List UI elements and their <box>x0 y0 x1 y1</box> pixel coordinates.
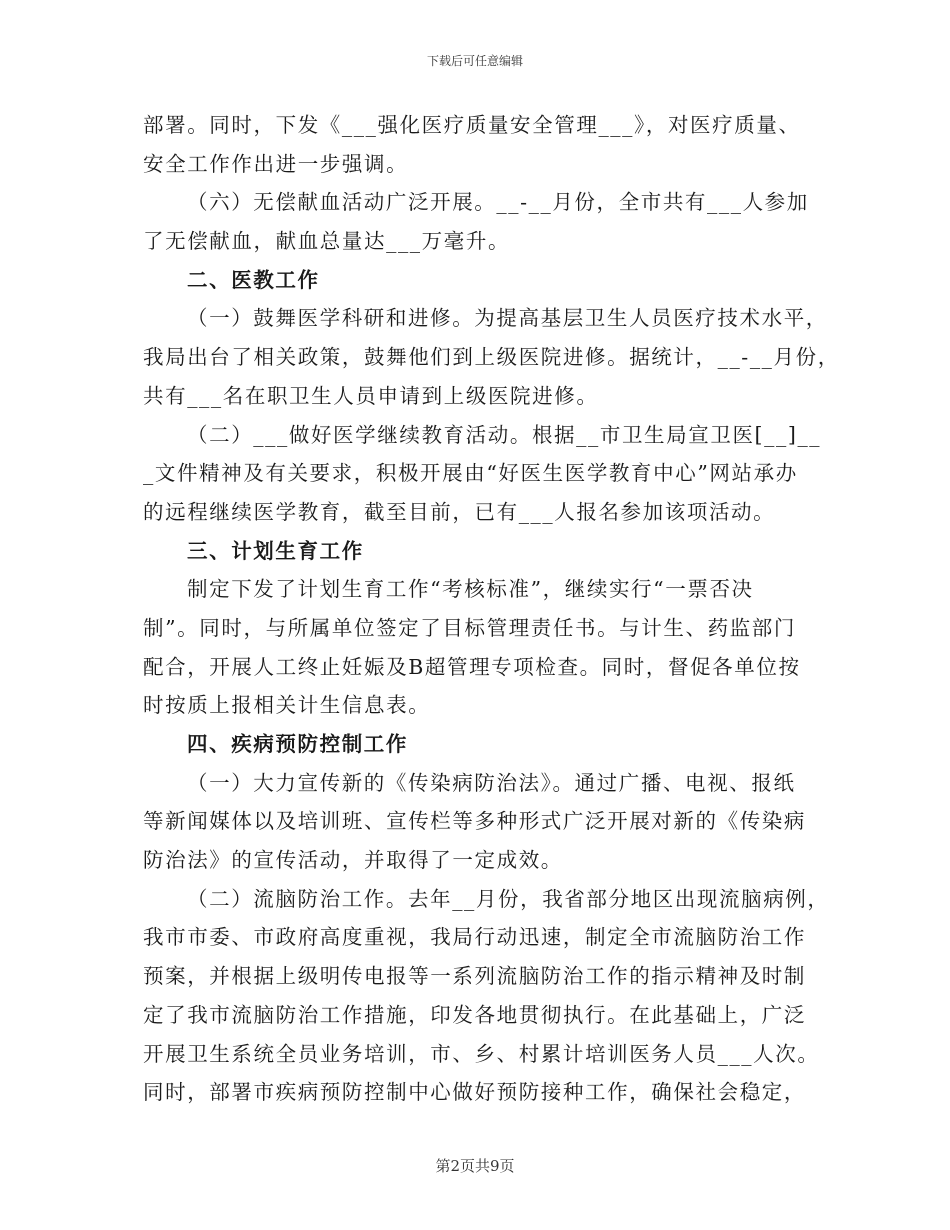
document-body <box>143 106 840 1112</box>
paragraph-line: （二）流脑防治工作。去年__月份，我省部分地区出现流脑病例， <box>187 886 830 911</box>
page-footer: 第2页共9页 <box>435 1157 515 1175</box>
paragraph-line: _文件精神及有关要求，积极开展由“好医生医学教育中心”网站承办 <box>143 461 798 486</box>
paragraph-line: 防治法》的宣传活动，并取得了一定成效。 <box>143 848 563 873</box>
paragraph-line: （六）无偿献血活动广泛开展。__-__月份，全市共有___人参加 <box>187 190 809 215</box>
section-heading: 三、计划生育工作 <box>187 538 364 563</box>
paragraph-line: 开展卫生系统全员业务培训，市、乡、村累计培训医务人员___人次。 <box>143 1041 820 1066</box>
paragraph-line: 时按质上报相关计生信息表。 <box>143 693 431 718</box>
paragraph-line: 预案，并根据上级明传电报等一系列流脑防治工作的指示精神及时制 <box>143 964 806 989</box>
paragraph-line: 定了我市流脑防治工作措施，印发各地贯彻执行。在此基础上，广泛 <box>143 1002 806 1027</box>
page-header: 下载后可任意编辑 <box>426 54 523 68</box>
paragraph-line: 的远程继续医学教育，截至目前，已有___人报名参加该项活动。 <box>143 499 776 524</box>
paragraph-line: （二）___做好医学继续教育活动。根据__市卫生局宣卫医[__]__ <box>187 422 822 447</box>
paragraph-line: （一）鼓舞医学科研和进修。为提高基层卫生人员医疗技术水平， <box>187 306 828 331</box>
section-heading: 四、疾病预防控制工作 <box>187 732 408 756</box>
paragraph-line: 制定下发了计划生育工作“考核标准”，继续实行“一票否决 <box>187 577 754 602</box>
paragraph-line: 部署。同时，下发《___强化医疗质量安全管理___》，对医疗质量、 <box>143 113 801 137</box>
section-heading: 二、医教工作 <box>187 267 320 292</box>
paragraph-line: 我局出台了相关政策，鼓舞他们到上级医院进修。据统计，__-__月份， <box>143 345 840 370</box>
paragraph-line: 同时，部署市疾病预防控制中心做好预防接种工作，确保社会稳定， <box>143 1080 806 1105</box>
paragraph-line: 安全工作作出进一步强调。 <box>143 151 409 176</box>
paragraph-line: （一）大力宣传新的《传染病防治法》。通过广播、电视、报纸 <box>187 770 796 795</box>
paragraph-line: 配合，开展人工终止妊娠及B超管理专项检查。同时，督促各单位按 <box>143 654 801 679</box>
paragraph-line: 共有___名在职卫生人员申请到上级医院进修。 <box>143 383 599 408</box>
paragraph-line: 制”。同时，与所属单位签定了目标管理责任书。与计生、药监部门 <box>143 615 796 640</box>
paragraph-line: 我市市委、市政府高度重视，我局行动迅速，制定全市流脑防治工作 <box>143 925 806 950</box>
paragraph-line: 了无偿献血，献血总量达___万毫升。 <box>143 229 511 254</box>
paragraph-line: 等新闻媒体以及培训班、宣传栏等多种形式广泛开展对新的《传染病 <box>143 809 806 834</box>
